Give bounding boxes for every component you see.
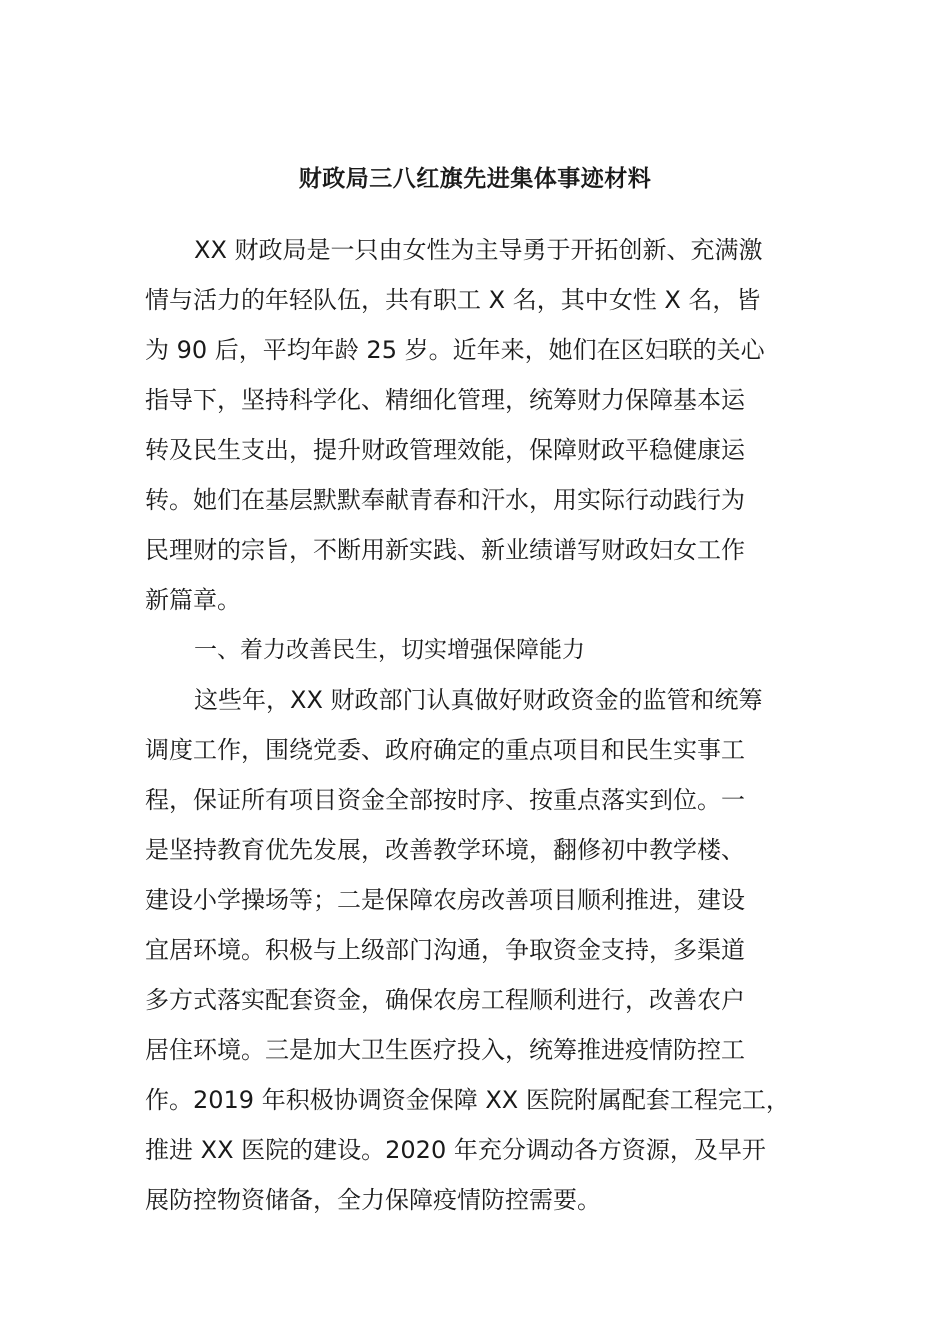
- paragraph-line: 为 90 后，平均年龄 25 岁。近年来，她们在区妇联的关心: [145, 336, 765, 364]
- paragraph-line: 这些年，XX 财政部门认真做好财政资金的监管和统筹: [194, 686, 763, 714]
- paragraph-line: 推进 XX 医院的建设。2020 年充分调动各方资源，及早开: [145, 1136, 766, 1164]
- paragraph-line: 建设小学操场等；二是保障农房改善项目顺利推进，建设: [145, 886, 745, 914]
- paragraph-line: 宜居环境。积极与上级部门沟通，争取资金支持，多渠道: [145, 936, 745, 964]
- paragraph-line: 展防控物资储备，全力保障疫情防控需要。: [145, 1186, 601, 1214]
- paragraph-line: 指导下，坚持科学化、精细化管理，统筹财力保障基本运: [145, 386, 745, 414]
- document-title: 财政局三八红旗先进集体事迹材料: [298, 166, 652, 192]
- paragraph-line: 作。2019 年积极协调资金保障 XX 医院附属配套工程完工，: [145, 1086, 790, 1114]
- paragraph-line: 是坚持教育优先发展，改善教学环境，翻修初中教学楼、: [145, 836, 745, 864]
- paragraph-line: XX 财政局是一只由女性为主导勇于开拓创新、充满激: [194, 236, 763, 264]
- paragraph-line: 民理财的宗旨，不断用新实践、新业绩谱写财政妇女工作: [145, 536, 745, 564]
- paragraph-line: 居住环境。三是加大卫生医疗投入，统筹推进疫情防控工: [145, 1036, 745, 1064]
- paragraph-line: 程，保证所有项目资金全部按时序、按重点落实到位。一: [145, 786, 745, 814]
- paragraph-line: 转。她们在基层默默奉献青春和汗水，用实际行动践行为: [145, 486, 745, 514]
- paragraph-line: 转及民生支出，提升财政管理效能，保障财政平稳健康运: [145, 436, 745, 464]
- paragraph-line: 新篇章。: [145, 586, 241, 614]
- paragraph-line: 调度工作，围绕党委、政府确定的重点项目和民生实事工: [145, 736, 745, 764]
- section-heading: 一、着力改善民生，切实增强保障能力: [194, 637, 585, 663]
- paragraph-line: 情与活力的年轻队伍，共有职工 X 名，其中女性 X 名，皆: [145, 286, 761, 314]
- paragraph-line: 多方式落实配套资金，确保农房工程顺利进行，改善农户: [145, 986, 745, 1014]
